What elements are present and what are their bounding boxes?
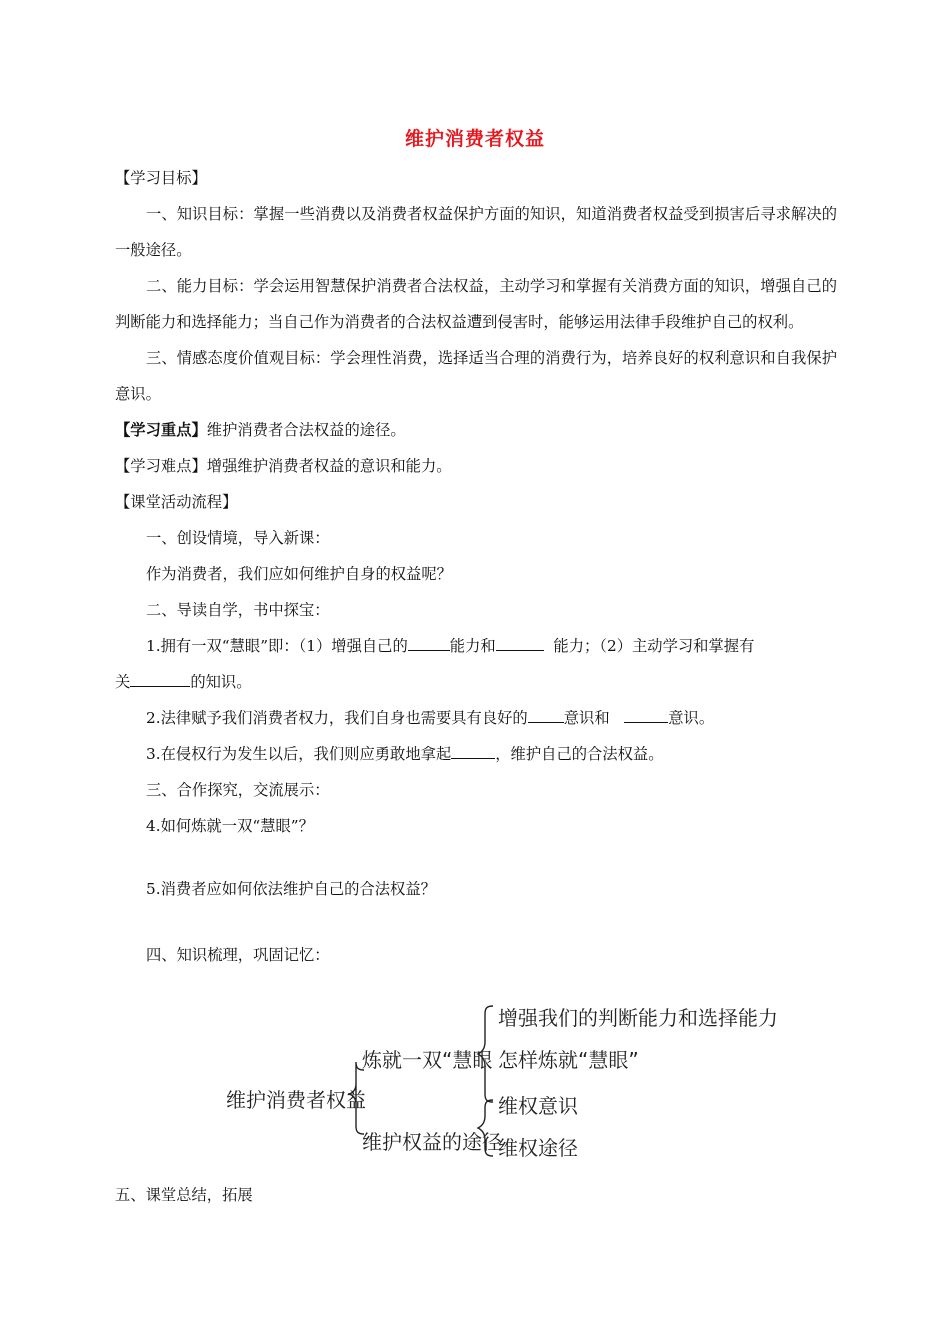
difficult-point-label: 【学习难点】 [115, 457, 207, 475]
tree-leaf-1: 增强我们的判断能力和选择能力 [498, 1006, 778, 1030]
question-3-text-b: ，维护自己的合法权益。 [495, 745, 664, 763]
question-2-text-b: 意识和 [563, 709, 610, 727]
question-5: 5.消费者应如何依法维护自己的合法权益？ [146, 880, 436, 898]
difficult-point-text: 增强维护消费者权益的意识和能力。 [206, 457, 452, 475]
answer-blank [496, 635, 544, 651]
knowledge-tree-diagram [218, 998, 778, 1168]
tree-leaf-4: 维权途径 [498, 1136, 578, 1160]
answer-blank [624, 707, 668, 723]
goal-attitude: 三、情感态度价值观目标：学会理性消费，选择适当合理的消费行为，培养良好的权利意识和自我保护意识。 [115, 349, 837, 403]
goals-header: 【学习目标】 [115, 169, 207, 187]
question-1-text-a: 1.拥有一双“慧眼”即：（1）增强自己的 [146, 637, 408, 655]
step-1-heading: 一、创设情境，导入新课： [146, 529, 330, 547]
process-header: 【课堂活动流程】 [115, 493, 238, 511]
answer-blank [130, 671, 190, 687]
tree-branch-1: 炼就一双“慧眼 [362, 1048, 493, 1072]
step-1-question: 作为消费者，我们应如何维护自身的权益呢？ [146, 565, 452, 583]
key-point [115, 412, 837, 448]
step-3-heading: 三、合作探究，交流展示： [146, 781, 330, 799]
tree-leaf-3: 维权意识 [498, 1094, 578, 1118]
tree-root: 维护消费者权益 [226, 1088, 366, 1112]
question-2-text-c: 意识。 [668, 709, 715, 727]
key-point-label: 【学习重点】 [115, 421, 207, 439]
tree-leaf-2: 怎样炼就“慧眼” [498, 1048, 639, 1072]
difficult-point [115, 448, 837, 484]
question-1-text-b: 能力和 [449, 637, 496, 655]
step-4-heading: 四、知识梳理，巩固记忆： [146, 946, 330, 964]
answer-blank [408, 635, 450, 651]
goal-ability: 二、能力目标：学会运用智慧保护消费者合法权益，主动学习和掌握有关消费方面的知识，增强自己的判断能力和选择能力；当自己作为消费者的合法权益遭到侵害时，能够运用法律手段维护自己的权利。 [115, 277, 837, 331]
tree-branch-2: 维护权益的途径 [362, 1130, 502, 1154]
question-1-text-e: 的知识。 [190, 673, 252, 691]
step-2-heading: 二、导读自学，书中探宝： [146, 601, 330, 619]
question-1-text-c: 能力；（2）主动学习和掌握有 [553, 637, 755, 655]
question-1 [115, 628, 837, 664]
document-title: 维护消费者权益 [404, 128, 545, 150]
answer-blank [451, 743, 495, 759]
question-3-text-a: 3.在侵权行为发生以后，我们则应勇敢地拿起 [146, 745, 452, 763]
answer-blank [528, 707, 564, 723]
question-2-text-a: 2.法律赋予我们消费者权力，我们自身也需要具有良好的 [146, 709, 528, 727]
question-4: 4.如何炼就一双“慧眼”？ [146, 817, 314, 835]
question-1-cont [115, 664, 837, 700]
question-3 [115, 736, 837, 772]
key-point-text: 维护消费者合法权益的途径。 [206, 421, 406, 439]
question-1-text-d: 关 [115, 673, 131, 691]
question-2 [115, 700, 837, 736]
document-body [115, 160, 837, 973]
step-5-heading: 五、课堂总结，拓展 [115, 1186, 253, 1204]
goal-knowledge: 一、知识目标：掌握一些消费以及消费者权益保护方面的知识，知道消费者权益受到损害后寻求解决的一般途径。 [115, 205, 837, 259]
